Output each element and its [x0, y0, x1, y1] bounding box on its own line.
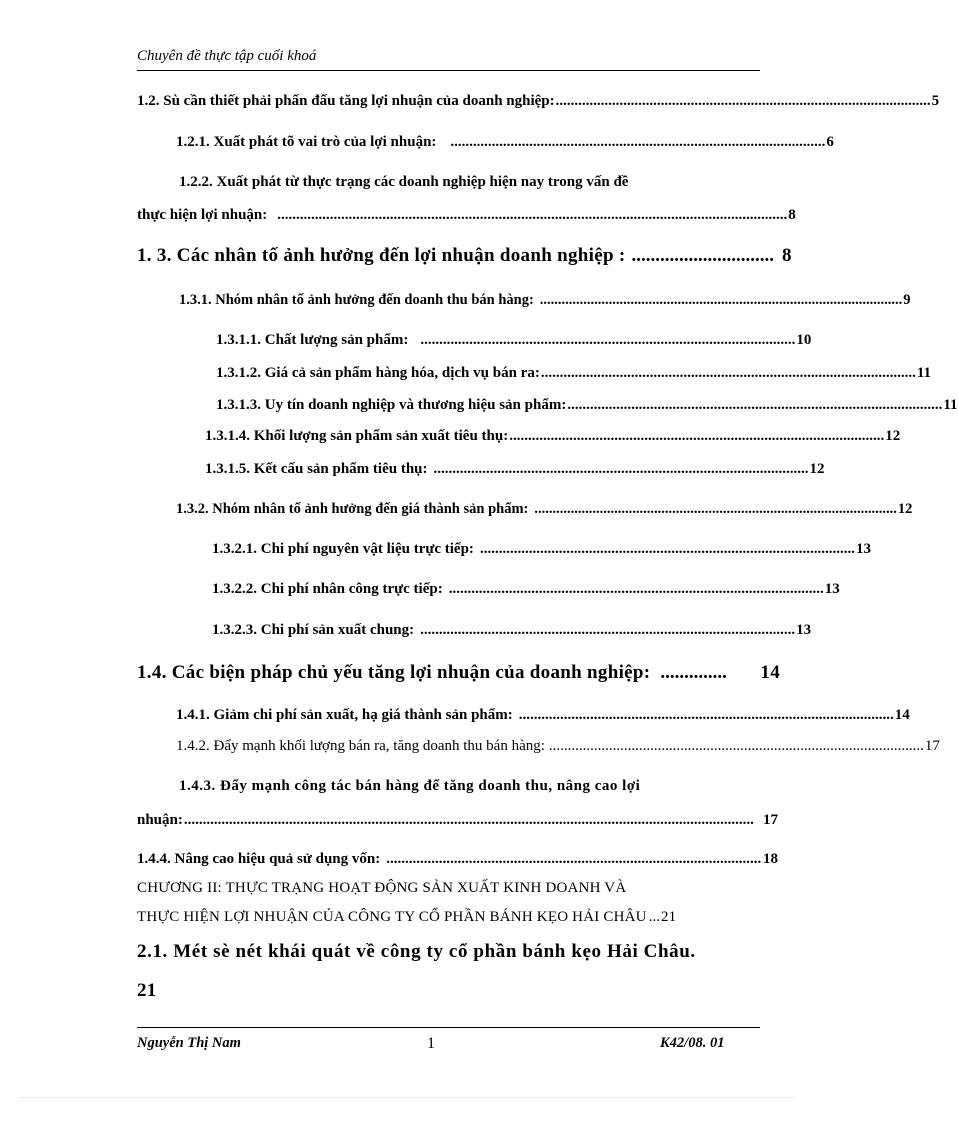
toc-entry-text: 1.2.2. Xuất phát từ thực trạng các doanh nghiệp hiện nay trong vấn đề	[179, 174, 629, 190]
toc-entry-text-continued: nhuận:	[137, 812, 183, 828]
page-bottom-edge	[20, 1097, 796, 1098]
toc-entry-continued[interactable]	[137, 207, 796, 224]
toc-leader: ....................................................................................................	[479, 541, 855, 557]
footer-author: Nguyễn Thị Nam	[137, 1035, 241, 1051]
toc-leader: ........................................................................................................................................................	[183, 812, 754, 828]
toc-entry-page: 6	[826, 134, 834, 150]
toc-entry[interactable]	[176, 707, 910, 724]
toc-entry-text: 1.3.1.5. Kết cấu sản phẩm tiêu thụ:	[205, 461, 428, 477]
toc-entry[interactable]	[137, 662, 780, 684]
toc-leader: ....................................................................................................	[386, 851, 762, 867]
toc-leader: ....................................................................................................	[420, 622, 796, 638]
header-title: Chuyên đề thực tập cuối khoá	[137, 48, 317, 64]
toc-entry-text: CHƯƠNG II: THỰC TRẠNG HOẠT ĐỘNG SẢN XUẤT KINH DOANH VÀ	[137, 880, 627, 896]
toc-leader: ..............	[660, 662, 727, 683]
toc-leader: ....................................................................................................	[534, 501, 897, 517]
toc-entry[interactable]	[137, 245, 792, 267]
toc-leader: ....................................................................................................	[420, 332, 796, 348]
toc-leader: ....................................................................................................	[540, 365, 916, 381]
toc-entry-page: 21	[137, 980, 157, 1001]
toc-entry-page: 17	[924, 738, 940, 754]
toc-entry[interactable]	[179, 292, 911, 309]
toc-entry-page: 12	[897, 501, 913, 517]
toc-entry-text: 1.3.2. Nhóm nhân tố ảnh hưởng đến giá thành sản phẩm:	[176, 501, 529, 517]
toc-leader: ....................................................................................................	[518, 707, 894, 723]
toc-entry[interactable]	[212, 541, 871, 558]
toc-entry-page: 10	[796, 332, 812, 348]
toc-entry-text: 1.3.1.4. Khối lượng sản phẩm sản xuất tiêu thụ:	[205, 428, 509, 444]
toc-entry-text: 1.2.1. Xuất phát tõ vai trò của lợi nhuận:	[176, 134, 437, 150]
toc-entry-continued[interactable]	[137, 812, 778, 829]
toc-leader: ...	[648, 909, 660, 925]
toc-leader: ....................................................................................................	[548, 738, 924, 754]
toc-leader: ........................................................................................................................................	[277, 207, 788, 223]
toc-entry-page: 13	[796, 622, 812, 638]
toc-entry[interactable]	[216, 332, 812, 349]
toc-entry-page: 14	[760, 662, 780, 683]
footer-rule	[137, 1027, 760, 1028]
toc-entry-page: 9	[903, 292, 911, 308]
toc-entry-text: 1.3.1.3. Uy tín doanh nghiệp và thương hiệu sản phẩm:	[216, 397, 567, 413]
toc-chapter-continued[interactable]	[137, 909, 778, 926]
toc-entry[interactable]	[176, 738, 940, 755]
toc-entry[interactable]	[212, 581, 840, 598]
toc-entry-text-continued: THỰC HIỆN LỢI NHUẬN CỦA CÔNG TY CỔ PHẦN BÁNH KẸO HẢI CHÂU	[137, 909, 647, 925]
toc-entry-text: 1.3.1. Nhóm nhân tố ảnh hưởng đến doanh thu bán hàng:	[179, 292, 534, 308]
toc-entry[interactable]	[137, 941, 780, 963]
toc-entry-text: 1.4.1. Giảm chi phí sản xuất, hạ giá thành sản phẩm:	[176, 707, 513, 723]
toc-entry-text: 1.2. Sù cần thiết phải phấn đấu tăng lợi nhuận của doanh nghiệp:	[137, 93, 555, 109]
toc-entry-text: 1.4. Các biện pháp chủ yếu tăng lợi nhuận của doanh nghiệp:	[137, 662, 651, 683]
header-rule	[137, 70, 760, 71]
toc-entry-text-continued: thực hiện lợi nhuận:	[137, 207, 268, 223]
toc-leader: ....................................................................................................	[555, 93, 931, 109]
toc-entry-page: 8	[788, 207, 796, 223]
toc-entry-page: 12	[809, 461, 825, 477]
toc-entry-text: 1.4.4. Nâng cao hiệu quả sử dụng vốn:	[137, 851, 381, 867]
toc-entry-page: 14	[894, 707, 910, 723]
toc-entry[interactable]	[205, 428, 901, 445]
toc-entry-text: 1.3.1.2. Giá cả sản phẩm hàng hóa, dịch vụ bán ra:	[216, 365, 540, 381]
toc-entry[interactable]	[179, 778, 779, 795]
toc-entry-text: 2.1. Mét sè nét khái quát về công ty cổ phần bánh kẹo Hải Châu.	[137, 941, 696, 962]
toc-entry-page: 11	[916, 365, 932, 381]
toc-entry-page: 18	[763, 851, 778, 867]
toc-entry-page: 8	[782, 245, 792, 266]
toc-entry-text: 1. 3. Các nhân tố ảnh hưởng đến lợi nhuận doanh nghiệp :	[137, 245, 626, 266]
toc-entry[interactable]	[205, 461, 825, 478]
toc-entry-text: 1.4.3. Đẩy mạnh công tác bán hàng để tăng doanh thu, nâng cao lợi	[179, 778, 641, 794]
toc-entry-page: 21	[660, 909, 677, 925]
toc-entry[interactable]	[216, 365, 932, 382]
toc-entry-page: 11	[943, 397, 958, 413]
toc-entry-continued[interactable]	[137, 980, 157, 1002]
toc-entry[interactable]	[179, 174, 779, 191]
toc-chapter[interactable]	[137, 880, 778, 897]
toc-entry-page: 13	[855, 541, 871, 557]
toc-entry-page: 12	[885, 428, 901, 444]
toc-leader: ....................................................................................................	[433, 461, 809, 477]
toc-entry-page: 13	[824, 581, 840, 597]
toc-entry-text: 1.3.1.1. Chất lượng sản phẩm:	[216, 332, 409, 348]
toc-entry[interactable]	[176, 501, 913, 518]
toc-entry[interactable]	[216, 397, 958, 414]
toc-leader: ....................................................................................................	[567, 397, 943, 413]
toc-leader: ..............................	[631, 245, 775, 266]
toc-entry-text: 1.3.2.1. Chi phí nguyên vật liệu trực tiếp:	[212, 541, 474, 557]
toc-leader: ....................................................................................................	[450, 134, 826, 150]
toc-entry[interactable]	[212, 622, 812, 639]
toc-entry[interactable]	[137, 93, 940, 110]
toc-entry[interactable]	[176, 134, 834, 151]
toc-entry-page: 5	[931, 93, 940, 109]
toc-leader: ....................................................................................................	[509, 428, 885, 444]
toc-leader: ....................................................................................................	[539, 292, 903, 308]
toc-entry-text: 1.4.2. Đẩy mạnh khối lượng bán ra, tăng doanh thu bán hàng:	[176, 738, 545, 754]
toc-entry-text: 1.3.2.2. Chi phí nhân công trực tiếp:	[212, 581, 443, 597]
toc-leader: ....................................................................................................	[448, 581, 824, 597]
footer-class-code: K42/08. 01	[660, 1035, 725, 1051]
toc-entry-page: 17	[763, 812, 778, 828]
toc-entry[interactable]	[137, 851, 778, 868]
footer-page-number: 1	[427, 1035, 435, 1052]
toc-entry-text: 1.3.2.3. Chi phí sản xuất chung:	[212, 622, 415, 638]
